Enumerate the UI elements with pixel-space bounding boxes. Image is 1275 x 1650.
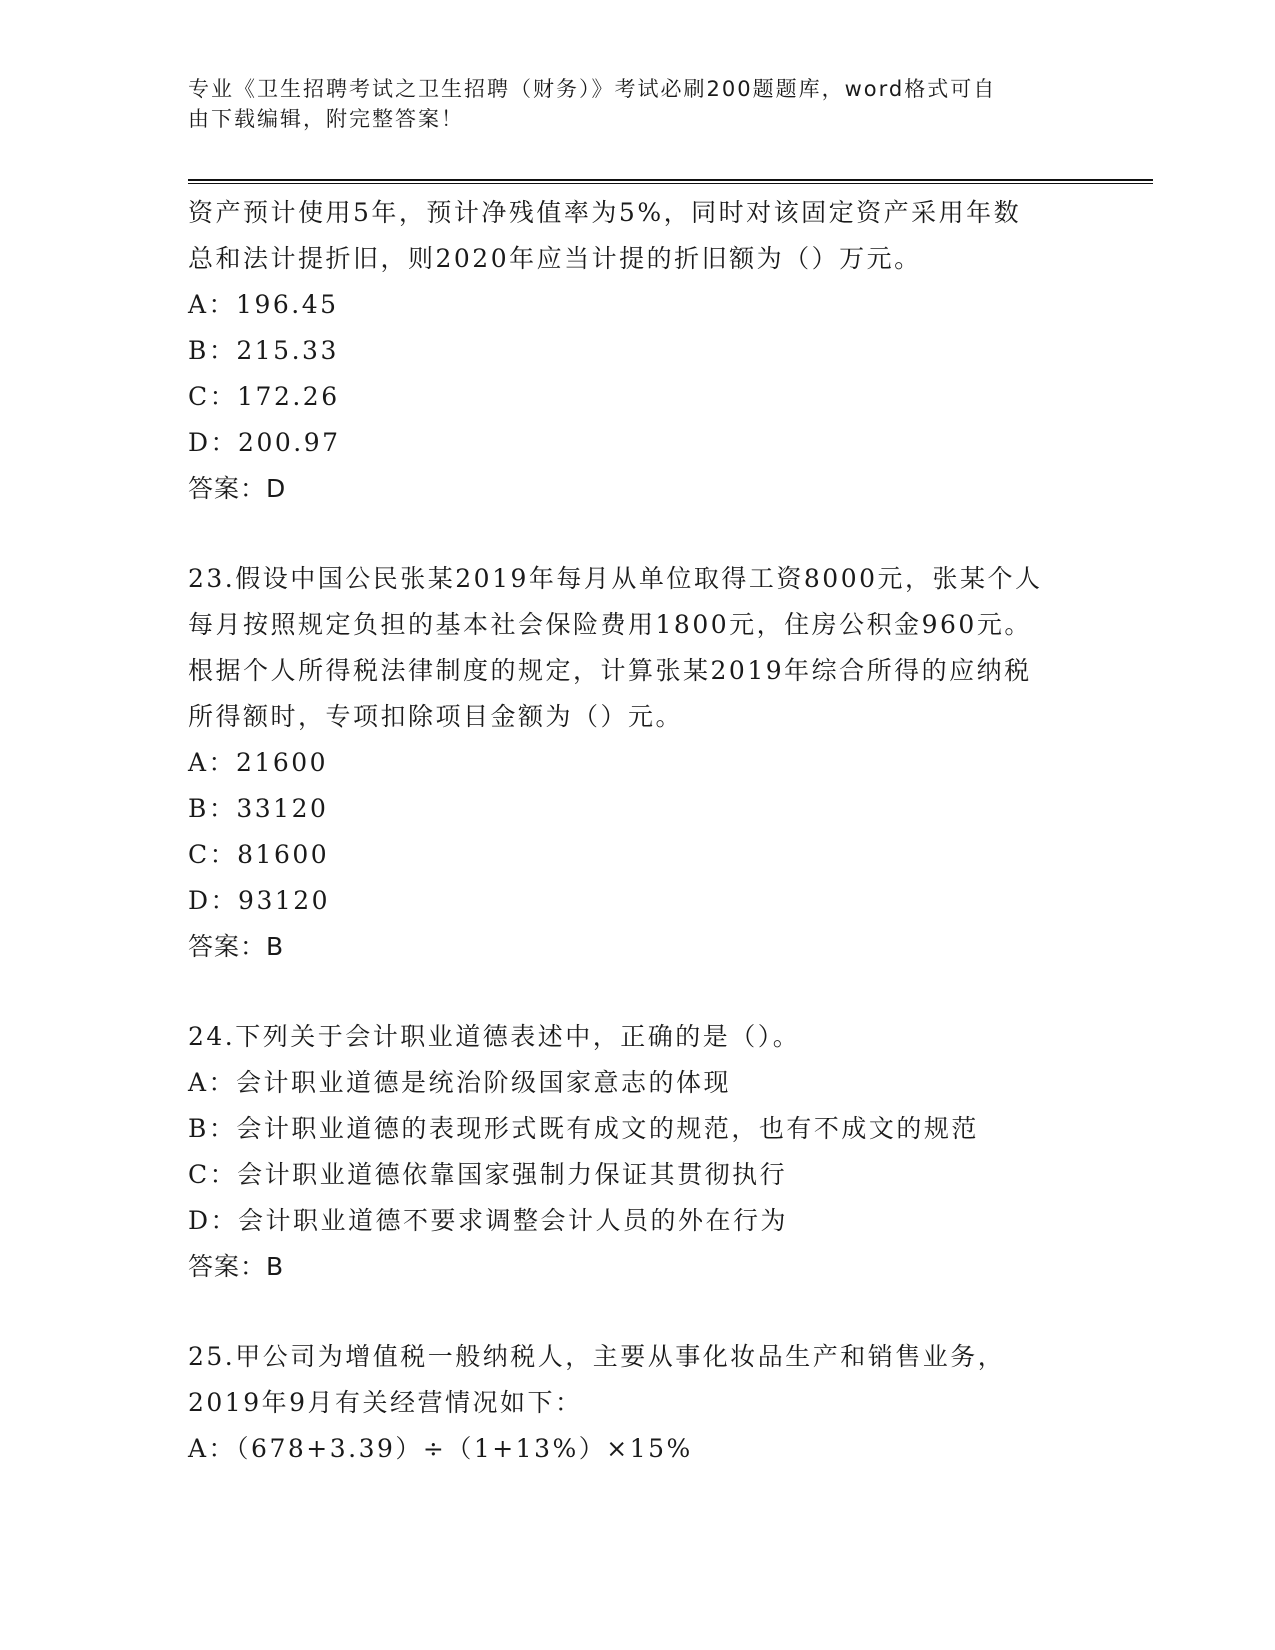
question-23 — [188, 556, 1068, 970]
option-a: A：会计职业道德是统治阶级国家意志的体现 — [188, 1068, 732, 1097]
answer-line: 答案：B — [188, 932, 285, 961]
option-a: A：（678+3.39）÷（1+13%）×15% — [188, 1434, 693, 1463]
option-c: C：172.26 — [188, 382, 340, 411]
header-line-2: 由下载编辑，附完整答案！ — [188, 107, 464, 131]
option-b: B：33120 — [188, 794, 329, 823]
option-b: B：会计职业道德的表现形式既有成文的规范，也有不成文的规范 — [188, 1114, 979, 1143]
question-22 — [188, 190, 1068, 512]
header-line-1: 专业《卫生招聘考试之卫生招聘（财务）》考试必刷200题题库，word格式可自 — [188, 77, 997, 101]
option-d: D：200.97 — [188, 428, 341, 457]
option-c: C：会计职业道德依靠国家强制力保证其贯彻执行 — [188, 1160, 788, 1189]
option-d: D：会计职业道德不要求调整会计人员的外在行为 — [188, 1206, 789, 1235]
document-body — [188, 190, 1068, 1472]
question-stem-line: 2019年9月有关经营情况如下： — [188, 1388, 583, 1417]
option-a: A：196.45 — [188, 290, 339, 319]
document-header — [188, 74, 1068, 134]
question-stem-line: 23.假设中国公民张某2019年每月从单位取得工资8000元，张某个人 — [188, 564, 1043, 593]
option-b: B：215.33 — [188, 336, 339, 365]
question-spacer — [188, 512, 1068, 556]
option-c: C：81600 — [188, 840, 330, 869]
question-stem-line: 总和法计提折旧，则2020年应当计提的折旧额为（）万元。 — [188, 244, 922, 273]
question-stem-line: 每月按照规定负担的基本社会保险费用1800元，住房公积金960元。 — [188, 610, 1032, 639]
answer-line: 答案：D — [188, 474, 287, 503]
question-25 — [188, 1334, 1068, 1472]
question-24 — [188, 1014, 1068, 1290]
question-stem-line: 24.下列关于会计职业道德表述中，正确的是（）。 — [188, 1022, 801, 1051]
option-d: D：93120 — [188, 886, 331, 915]
header-divider-thick — [188, 179, 1153, 181]
question-stem-line: 资产预计使用5年，预计净残值率为5%，同时对该固定资产采用年数 — [188, 198, 1022, 227]
question-spacer — [188, 970, 1068, 1014]
answer-line: 答案：B — [188, 1252, 285, 1281]
question-spacer — [188, 1290, 1068, 1334]
question-stem-line: 25.甲公司为增值税一般纳税人，主要从事化妆品生产和销售业务， — [188, 1342, 1006, 1371]
header-divider-thin — [188, 183, 1153, 184]
question-stem-line: 所得额时，专项扣除项目金额为（）元。 — [188, 702, 684, 731]
option-a: A：21600 — [188, 748, 329, 777]
question-stem-line: 根据个人所得税法律制度的规定，计算张某2019年综合所得的应纳税 — [188, 656, 1032, 685]
